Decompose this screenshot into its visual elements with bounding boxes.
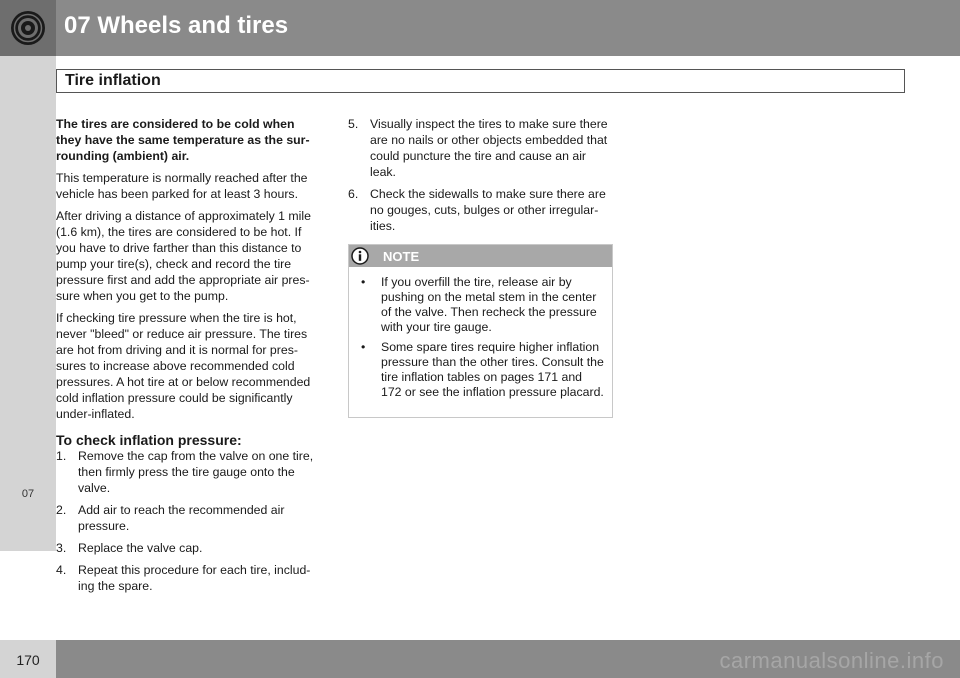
step-text: Repeat this procedure for each tire, includ-ing the spare. [78, 563, 311, 593]
chapter-header [0, 0, 960, 56]
step-text: Replace the valve cap. [78, 541, 203, 555]
right-column [348, 116, 614, 240]
page-number: 170 [16, 652, 40, 668]
info-icon [351, 247, 369, 265]
paragraph: After driving a distance of approximately 1 mile (1.6 km), the tires are considered to be hot. If you have to drive farther than this distance to pump your tire(s), check and record the tire pressure first and add the appropriate air pres-sure when you get to the pump. [56, 209, 311, 303]
list-item [348, 116, 614, 180]
list-item [56, 562, 322, 594]
step-text: Visually inspect the tires to make sure there are no nails or other objects embedded that could puncture the tire and cause an air leak. [370, 117, 608, 179]
step-number: 4. [56, 563, 67, 577]
step-text: Add air to reach the recommended air pressure. [78, 503, 285, 533]
list-item [349, 340, 604, 400]
paragraph: This temperature is normally reached after the vehicle has been parked for at least 3 hours. [56, 171, 308, 201]
subheading: To check inflation pressure: [56, 432, 242, 448]
chapter-title: 07 Wheels and tires [64, 12, 289, 39]
page-footer [0, 640, 960, 678]
section-title: Tire inflation [65, 72, 161, 89]
note-header [349, 245, 612, 267]
list-item [56, 502, 322, 534]
list-item [56, 540, 322, 556]
chapter-icon-box [0, 0, 56, 56]
step-number: 1. [56, 449, 67, 463]
list-item [349, 275, 604, 335]
step-number: 2. [56, 503, 67, 517]
list-item [348, 186, 614, 234]
step-text: Check the sidewalls to make sure there are no gouges, cuts, bulges or other irregular-ities. [370, 187, 606, 233]
paragraph: If checking tire pressure when the tire is hot, never "bleed" or reduce air pressure. The tires are hot from driving and it is normal for pres-sures to increase above recommended cold pressures. A hot tire at or below recommended cold inflation pressure could be significantly under-inflated. [56, 311, 311, 421]
intro-bold-paragraph: The tires are considered to be cold when they have the same temperature as the sur-rounding (ambient) air. [56, 117, 310, 163]
note-text: If you overfill the tire, release air by pushing on the metal stem in the center of the valve. Then recheck the pressure with your tire gauge. [381, 275, 597, 334]
bullet: • [361, 275, 366, 289]
step-number: 6. [348, 187, 359, 201]
section-bar [56, 69, 905, 93]
note-box [348, 244, 613, 418]
note-list [349, 275, 612, 400]
step-number: 5. [348, 117, 359, 131]
steps-list [56, 448, 322, 594]
note-text: Some spare tires require higher inflation pressure than the other tires. Consult the tire inflation tables on pages 171 and 172 or see the inflation pressure placard. [381, 340, 604, 399]
page-number-box [0, 640, 56, 678]
note-label: NOTE [383, 249, 420, 264]
steps-list [348, 116, 614, 234]
step-number: 3. [56, 541, 67, 555]
chapter-side-tab [0, 56, 56, 551]
side-tab-label: 07 [21, 488, 35, 500]
step-text: Remove the cap from the valve on one tire, then firmly press the tire gauge onto the valve. [78, 449, 314, 495]
tire-icon [9, 9, 47, 47]
left-column [56, 116, 322, 600]
bullet: • [361, 340, 366, 354]
watermark: carmanualsonline.info [719, 648, 944, 673]
list-item [56, 448, 322, 496]
